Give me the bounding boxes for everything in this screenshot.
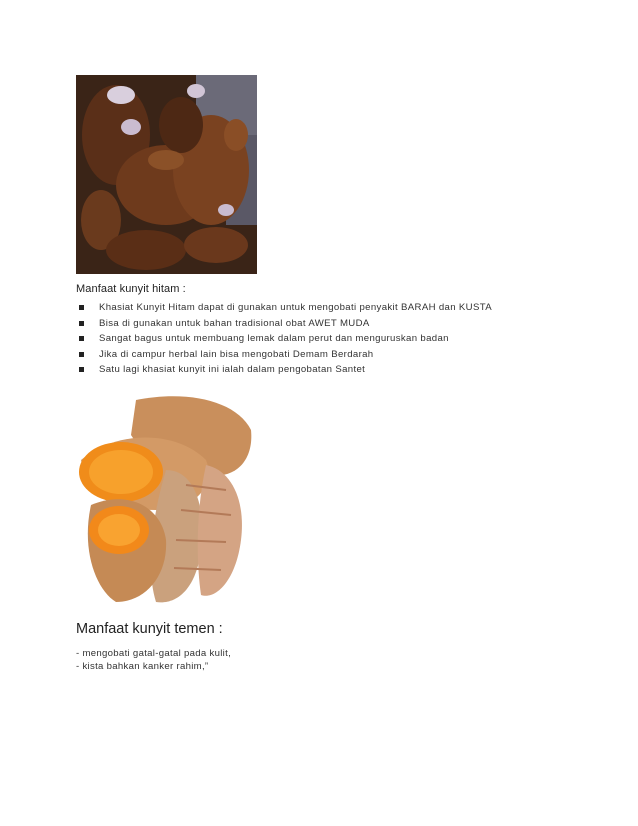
list-item: Satu lagi khasiat kunyit ini ialah dalam pengobatan Santet [76, 362, 492, 378]
list-item: Sangat bagus untuk membuang lemak dalam perut dan menguruskan badan [76, 331, 492, 347]
temen-turmeric-photo [76, 390, 257, 608]
benefits-list [76, 300, 492, 378]
list-item: Khasiat Kunyit Hitam dapat di gunakan untuk mengobati penyakit BARAH dan KUSTA [76, 300, 492, 316]
note-line: - kista bahkan kanker rahim,” [76, 661, 209, 672]
list-item: Jika di campur herbal lain bisa mengobati Demam Berdarah [76, 347, 492, 363]
list-item: Bisa di gunakan untuk bahan tradisional obat AWET MUDA [76, 316, 492, 332]
bullet-square-icon [79, 305, 84, 310]
black-turmeric-photo [76, 75, 257, 274]
bullet-square-icon [79, 352, 84, 357]
bullet-square-icon [79, 367, 84, 372]
bullet-square-icon [79, 336, 84, 341]
section-heading-black-turmeric: Manfaat kunyit hitam : [76, 283, 186, 295]
note-line: - mengobati gatal-gatal pada kulit, [76, 648, 232, 659]
bullet-square-icon [79, 321, 84, 326]
section-heading-temen-turmeric: Manfaat kunyit temen : [76, 621, 223, 637]
